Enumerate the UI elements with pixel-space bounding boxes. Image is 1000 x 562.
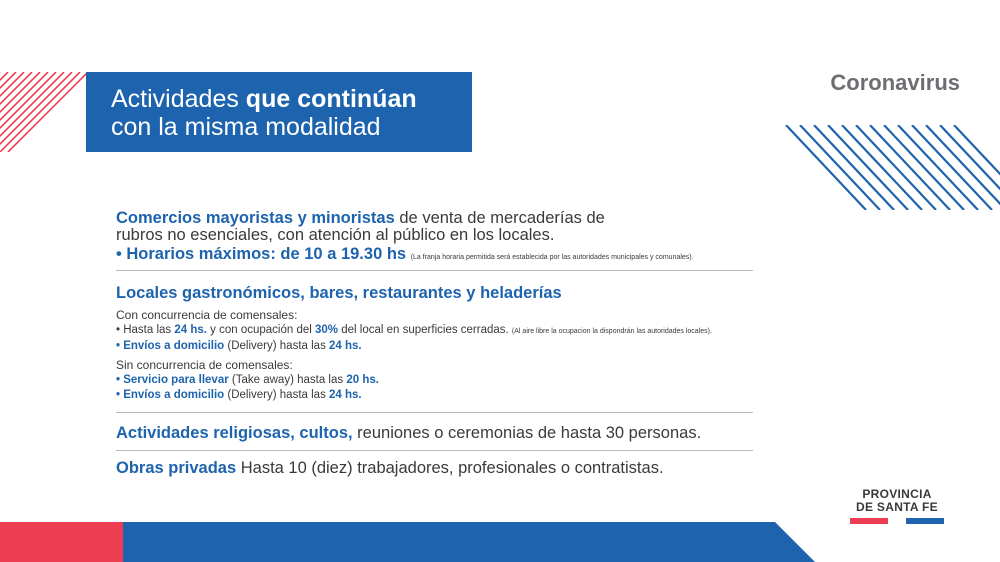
sin-concurrencia-label: Sin concurrencia de comensales: <box>116 358 293 372</box>
comercios-hours: • Horarios máximos: de 10 a 19.30 hs (La franja horaria permitida será establecida por las autoridades municipales y comunales). <box>116 245 694 263</box>
title-line-2: con la misma modalidad <box>111 113 381 141</box>
sin-concurrencia-block <box>116 358 756 403</box>
divider <box>116 450 753 451</box>
gastronomicos-headline: Locales gastronómicos, bares, restaurantes y heladerías <box>116 284 562 302</box>
decorative-red-stripes <box>0 72 86 152</box>
provincia-santa-fe-logo <box>850 488 944 524</box>
logo-line-1: PROVINCIA <box>862 487 932 501</box>
bottom-red-bar <box>0 522 123 562</box>
sin-item-2: • Envíos a domicilio (Delivery) hasta las 24 hs. <box>116 389 362 401</box>
con-concurrencia-label: Con concurrencia de comensales: <box>116 308 298 322</box>
con-item-2: • Envíos a domicilio (Delivery) hasta las 24 hs. <box>116 340 362 352</box>
brand-corner-label: Coronavirus <box>830 70 960 95</box>
bottom-blue-bar <box>123 522 815 562</box>
gastronomicos-section <box>116 284 756 403</box>
title-banner <box>86 72 472 152</box>
logo-red-bar <box>850 518 888 524</box>
religiosas-section: Actividades religiosas, cultos, reuniones o ceremonias de hasta 30 personas. <box>116 424 702 442</box>
title-line-1: Actividades que continúan <box>111 85 417 113</box>
divider <box>116 270 753 271</box>
con-item-1: • Hasta las 24 hs. y con ocupación del 30% del local en superficies cerradas. (Al aire libre la ocupacion la dispondrán las autoridades locales). <box>116 324 712 336</box>
logo-blue-bar <box>906 518 944 524</box>
divider <box>116 412 753 413</box>
logo-line-2: DE SANTA FE <box>856 500 938 514</box>
logo-color-bars <box>850 518 944 524</box>
comercios-line-2: rubros no esenciales, con atención al público en los locales. <box>116 226 555 244</box>
comercios-section <box>116 210 756 266</box>
decorative-blue-stripes <box>780 125 1000 210</box>
sin-item-1: • Servicio para llevar (Take away) hasta las 20 hs. <box>116 374 379 386</box>
obras-section: Obras privadas Hasta 10 (diez) trabajadores, profesionales o contratistas. <box>116 459 664 477</box>
comercios-line-1: Comercios mayoristas y minoristas de venta de mercaderías de <box>116 209 605 227</box>
con-concurrencia-block <box>116 308 756 354</box>
